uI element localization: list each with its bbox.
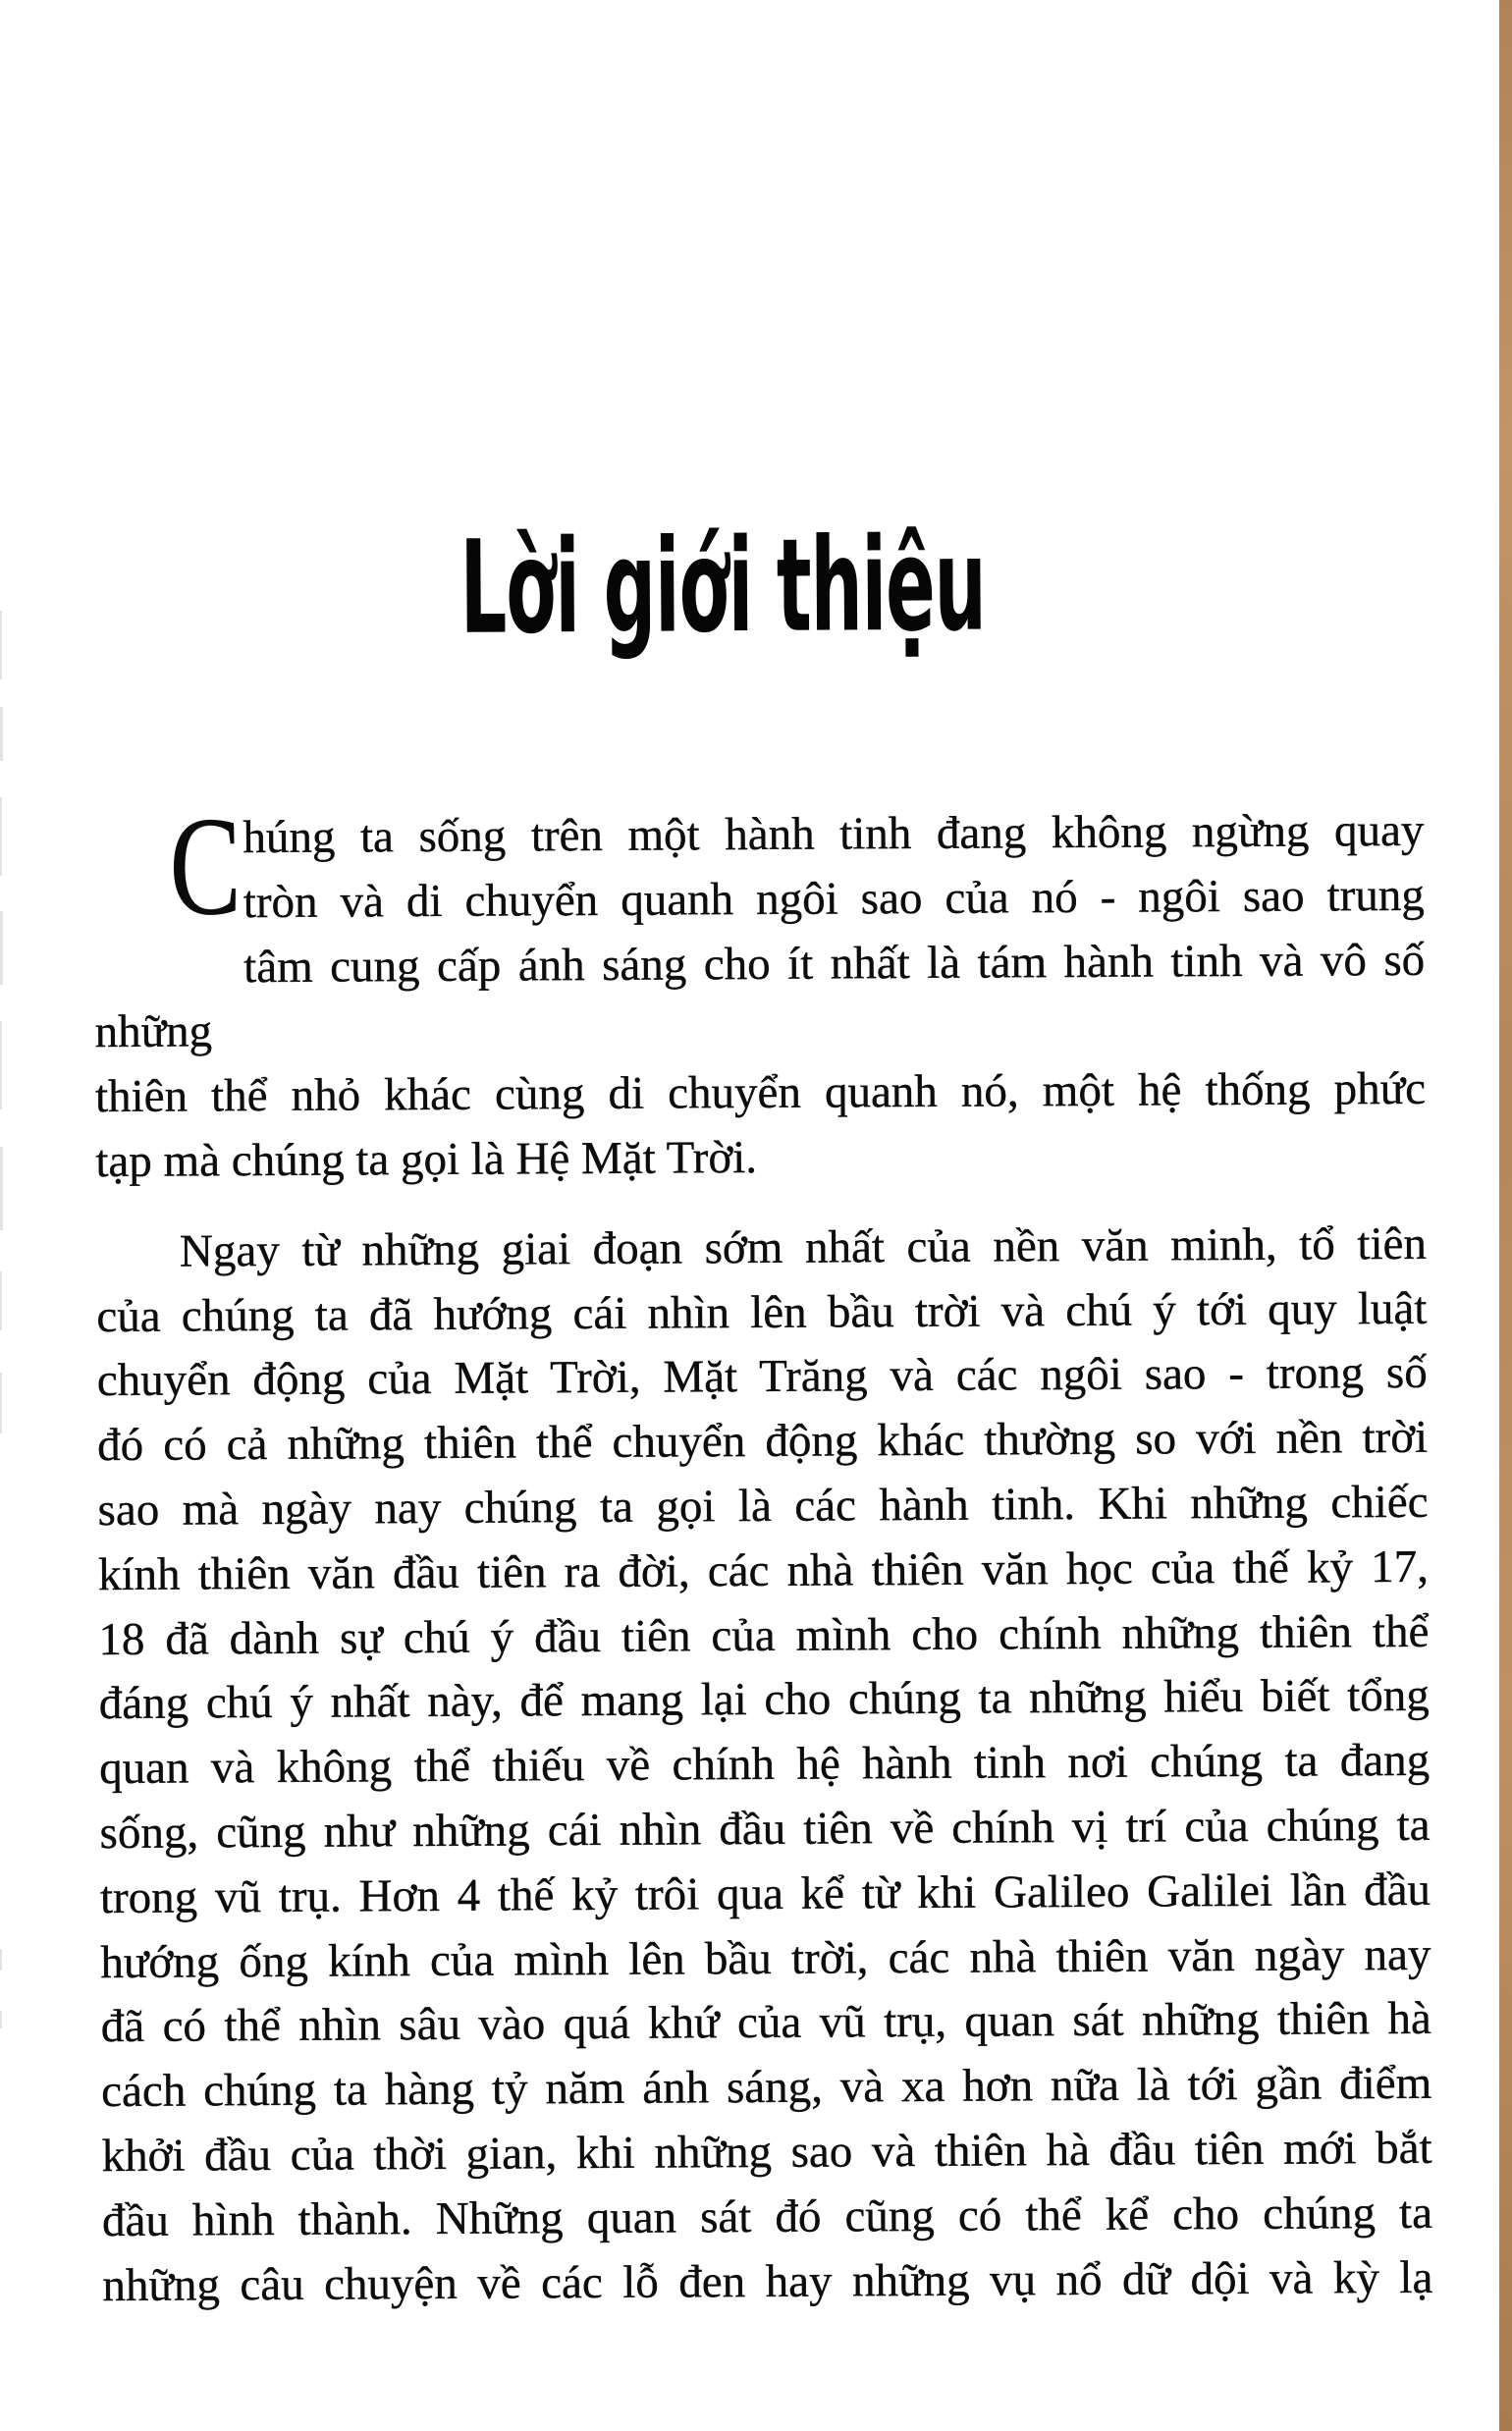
paragraph-2 — [96, 1213, 1433, 2319]
scan-mark — [0, 2011, 2, 2028]
body-text — [93, 788, 1433, 2319]
text-line: hướng ống kính của mình lên bầu trời, các nhà thiên văn ngày nay — [100, 1928, 1431, 1988]
text-line: sống, cũng như những cái nhìn đầu tiên về chính vị trí của chúng ta — [99, 1799, 1431, 1860]
scan-mark — [0, 797, 2, 876]
text-line: tạp mà chúng ta gọi là Hệ Mặt Trời. — [95, 1131, 758, 1188]
drop-cap: C — [169, 788, 243, 945]
text-line: đáng chú ý nhất này, để mang lại cho chúng ta những hiểu biết tổng — [98, 1670, 1430, 1730]
text-line: kính thiên văn đầu tiên ra đời, các nhà thiên văn học của thế kỷ 17, — [97, 1540, 1430, 1600]
text-line: húng ta sống trên một hành tinh đang không ngừng quay — [243, 804, 1425, 864]
scan-mark — [0, 911, 3, 985]
text-line: đầu hình thành. Những quan sát đó cũng có thể kể cho chúng ta — [101, 2187, 1433, 2246]
scan-mark — [0, 707, 3, 761]
text-line: tròn và di chuyển quanh ngôi sao của nó - ngôi sao trung — [243, 869, 1425, 928]
text-line: đã có thể nhìn sâu vào quá khứ của vũ trụ, quan sát những thiên hà — [100, 1993, 1431, 2053]
text-line: của chúng ta đã hướng cái nhìn lên bầu trời và chú ý tới quy luật — [96, 1282, 1428, 1342]
text-line: quan và không thể thiếu về chính hệ hành tinh nơi chúng ta đang — [99, 1734, 1431, 1795]
text-line: trong vũ trụ. Hơn 4 thế kỷ trôi qua kể từ khi Galileo Galilei lần đầu — [99, 1864, 1431, 1923]
scan-mark — [0, 1271, 2, 1330]
drop-cap-box — [93, 788, 243, 945]
text-line: 18 đã dành sự chú ý đầu tiên của mình cho chính những thiên thể — [98, 1605, 1430, 1665]
text-line: Ngay từ những giai đoạn sớm nhất của nền văn minh, tổ tiên — [179, 1217, 1428, 1277]
page-edge-strip — [1499, 0, 1512, 2431]
scan-mark — [0, 1147, 3, 1230]
scan-mark — [0, 611, 2, 679]
text-line: đó có cả những thiên thể chuyển động khác thường so với nền trời — [97, 1411, 1429, 1472]
text-line: những câu chuyện về các lỗ đen hay những vụ nổ dữ dội và kỳ lạ — [102, 2251, 1433, 2311]
scan-mark — [0, 1949, 2, 1971]
text-line: thiên thể nhỏ khác cùng di chuyển quanh nó, một hệ thống phức — [94, 1063, 1427, 1123]
chapter-title-text: Lời giới thiệu — [459, 509, 987, 663]
scan-mark — [0, 1373, 2, 1433]
text-line: chuyển động của Mặt Trời, Mặt Trăng và các ngôi sao - trong số — [96, 1347, 1428, 1407]
paragraph-1 — [93, 788, 1427, 1195]
text-line: tâm cung cấp ánh sáng cho ít nhất là tám hành tinh và vô số những — [94, 934, 1426, 1058]
scan-mark — [0, 1021, 2, 1109]
text-line: sao mà ngày nay chúng ta gọi là các hành tinh. Khi những chiếc — [97, 1476, 1429, 1537]
chapter-title — [57, 509, 1388, 663]
text-line: cách chúng ta hàng tỷ năm ánh sáng, và xa hơn nữa là tới gần điểm — [101, 2057, 1432, 2118]
text-line: khởi đầu của thời gian, khi những sao và thiên hà đầu tiên mới bắt — [101, 2122, 1432, 2183]
